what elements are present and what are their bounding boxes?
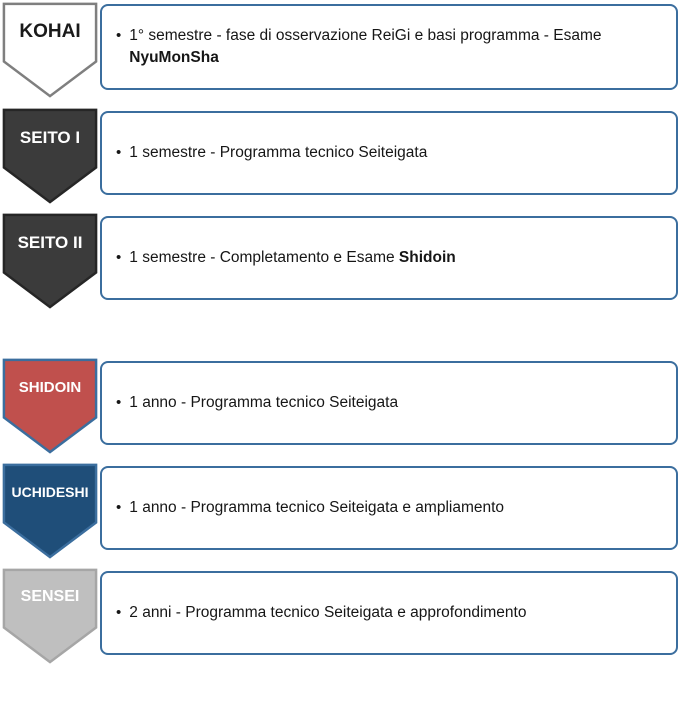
level-label-uchideshi: UCHIDESHI — [11, 484, 89, 501]
description-part-1: 1 anno - Programma tecnico Seiteigata e ampliamento — [129, 498, 505, 516]
chevron-shape-icon — [2, 2, 98, 98]
description-part-1: 2 anni - Programma tecnico Seiteigata e approfondimento — [129, 603, 527, 621]
level-description-text — [129, 142, 427, 164]
level-chevron-kohai — [2, 2, 98, 98]
level-chevron-sensei — [2, 568, 98, 664]
level-description-text — [129, 247, 455, 269]
level-description-text — [129, 392, 398, 414]
bullet-line — [102, 392, 412, 414]
level-description-box-uchideshi — [100, 466, 678, 550]
chevron-shape-icon — [2, 568, 98, 664]
level-chevron-shidoin — [2, 358, 98, 454]
description-emphasis: NyuMonSha — [129, 49, 219, 66]
description-part-1: 1 semestre - Programma tecnico Seiteigata — [129, 143, 428, 161]
bullet-line — [102, 497, 518, 519]
level-chevron-seito-2 — [2, 213, 98, 309]
description-part-1: 1 anno - Programma tecnico Seiteigata — [129, 393, 399, 411]
level-description-box-kohai — [100, 4, 678, 90]
chevron-shape-icon — [2, 108, 98, 204]
level-label-sensei: SENSEI — [20, 588, 80, 606]
level-description-text — [129, 602, 526, 624]
description-part-1: 1 semestre - Completamento e Esame — [129, 248, 399, 266]
bullet-line — [102, 25, 676, 70]
level-chevron-seito-1 — [2, 108, 98, 204]
level-description-box-seito-2 — [100, 216, 678, 300]
chevron-shape-icon — [2, 463, 98, 559]
level-label-kohai: KOHAI — [19, 20, 81, 42]
bullet-icon: • — [116, 603, 122, 621]
level-description-text — [129, 497, 504, 519]
level-description-box-sensei — [100, 571, 678, 655]
bullet-icon: • — [116, 498, 122, 516]
level-description-box-seito-1 — [100, 111, 678, 195]
bullet-icon: • — [116, 393, 122, 411]
bullet-icon: • — [116, 143, 122, 161]
level-description-box-shidoin — [100, 361, 678, 445]
description-emphasis: Shidoin — [398, 248, 456, 266]
bullet-icon: • — [116, 248, 122, 266]
bullet-line — [102, 142, 441, 164]
level-chevron-uchideshi — [2, 463, 98, 559]
level-description-text — [129, 25, 662, 70]
level-label-shidoin: SHIDOIN — [18, 378, 82, 396]
level-label-seito-1: SEITO I — [19, 127, 81, 147]
bullet-icon: • — [116, 26, 122, 44]
bullet-line — [102, 247, 470, 269]
chevron-shape-icon — [2, 358, 98, 454]
description-part-1: 1° semestre - fase di osservazione ReiGi e basi programma - Esame — [129, 26, 602, 44]
bullet-line — [102, 602, 540, 624]
chevron-shape-icon — [2, 213, 98, 309]
level-label-seito-2: SEITO II — [17, 232, 83, 252]
